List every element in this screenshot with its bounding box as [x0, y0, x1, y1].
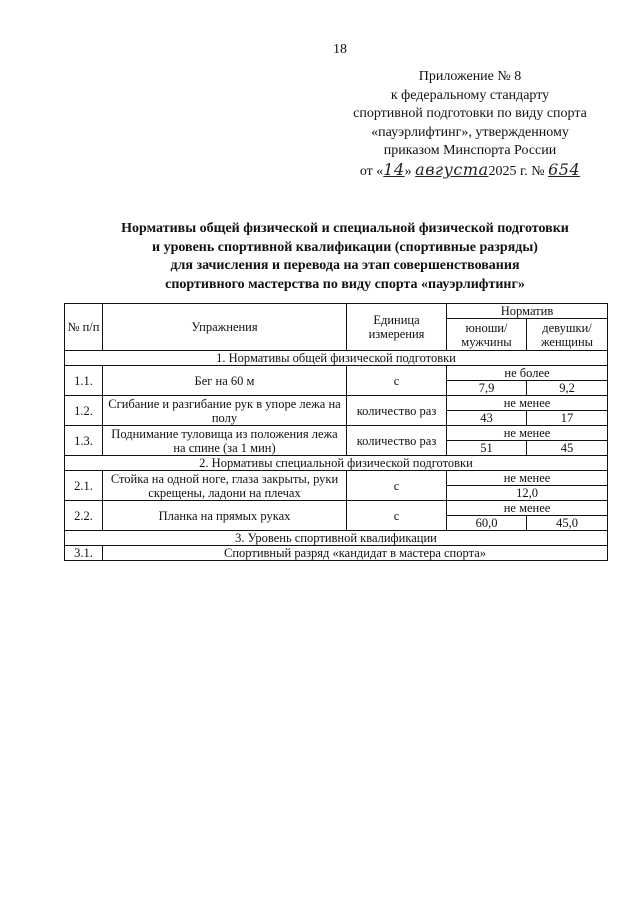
row-num: 1.2.: [65, 396, 103, 426]
row-num: 3.1.: [65, 546, 103, 561]
row-exercise: Поднимание туловища из положения лежа на спине (за 1 мин): [103, 426, 347, 456]
row-unit: с: [347, 366, 447, 396]
value-boys: 7,9: [447, 381, 527, 396]
table-header-row: [65, 304, 608, 319]
header-exercise: Упражнения: [103, 304, 347, 351]
value-girls: 45,0: [527, 516, 608, 531]
row-num: 2.1.: [65, 471, 103, 501]
table-row: [65, 366, 608, 381]
annex-line-5: приказом Минспорта России: [383, 143, 557, 159]
header-norm: Норматив: [447, 304, 608, 319]
title-line-2: и уровень спортивной квалификации (спортивные разряды): [152, 239, 538, 255]
table-row: [65, 471, 608, 486]
row-condition: не менее: [447, 471, 608, 486]
header-girls: девушки/ женщины: [527, 319, 608, 351]
section-row: [65, 351, 608, 366]
title-line-1: Нормативы общей физической и специальной физической подготовки: [121, 221, 569, 236]
handwritten-month: августа: [415, 159, 489, 179]
row-unit: с: [347, 471, 447, 501]
section-row: [65, 456, 608, 471]
section-title-3: 3. Уровень спортивной квалификации: [65, 531, 608, 546]
row-exercise: Бег на 60 м: [103, 366, 347, 396]
annex-line-3: спортивной подготовки по виду спорта: [353, 106, 587, 122]
header-unit: Единица измерения: [347, 304, 447, 351]
table-row: [65, 546, 608, 561]
row-condition: не более: [447, 366, 608, 381]
value-girls: 17: [527, 411, 608, 426]
document-title: [60, 220, 630, 294]
row-exercise: Сгибание и разгибание рук в упоре лежа на полу: [103, 396, 347, 426]
value-girls: 9,2: [527, 381, 608, 396]
row-exercise: Стойка на одной ноге, глаза закрыты, руки скрещены, ладони на плечах: [103, 471, 347, 501]
section-title-1: 1. Нормативы общей физической подготовки: [65, 351, 608, 366]
row-qualification: Спортивный разряд «кандидат в мастера спорта»: [103, 546, 608, 561]
row-exercise: Планка на прямых руках: [103, 501, 347, 531]
table-row: [65, 501, 608, 516]
norms-table: [64, 303, 608, 561]
row-num: 1.1.: [65, 366, 103, 396]
header-num: № п/п: [65, 304, 103, 351]
annex-header: [340, 68, 600, 182]
section-title-2: 2. Нормативы специальной физической подготовки: [65, 456, 608, 471]
row-unit: с: [347, 501, 447, 531]
value-both: 12,0: [447, 486, 608, 501]
value-girls: 45: [527, 441, 608, 456]
page-number: 18: [333, 42, 347, 57]
row-num: 2.2.: [65, 501, 103, 531]
row-unit: количество раз: [347, 426, 447, 456]
value-boys: 60,0: [447, 516, 527, 531]
annex-line-1: Приложение № 8: [418, 69, 522, 84]
value-boys: 51: [447, 441, 527, 456]
annex-date-line: [340, 161, 600, 182]
date-prefix: от «: [359, 163, 384, 179]
title-line-4: спортивного мастерства по виду спорта «пауэрлифтинг»: [165, 276, 525, 292]
header-boys: юноши/ мужчины: [447, 319, 527, 351]
handwritten-number: 654: [548, 159, 581, 179]
section-row: [65, 531, 608, 546]
date-mid: »: [404, 163, 412, 179]
year-text: 2025 г. №: [488, 163, 545, 179]
row-condition: не менее: [447, 426, 608, 441]
table-row: [65, 396, 608, 411]
annex-line-2: к федеральному стандарту: [390, 87, 550, 103]
value-boys: 43: [447, 411, 527, 426]
row-num: 1.3.: [65, 426, 103, 456]
row-unit: количество раз: [347, 396, 447, 426]
annex-line-4: «пауэрлифтинг», утвержденному: [371, 124, 569, 140]
table-row: [65, 426, 608, 441]
row-condition: не менее: [447, 501, 608, 516]
title-line-3: для зачисления и перевода на этап совершенствования: [170, 258, 520, 273]
handwritten-day: 14: [383, 159, 405, 179]
row-condition: не менее: [447, 396, 608, 411]
